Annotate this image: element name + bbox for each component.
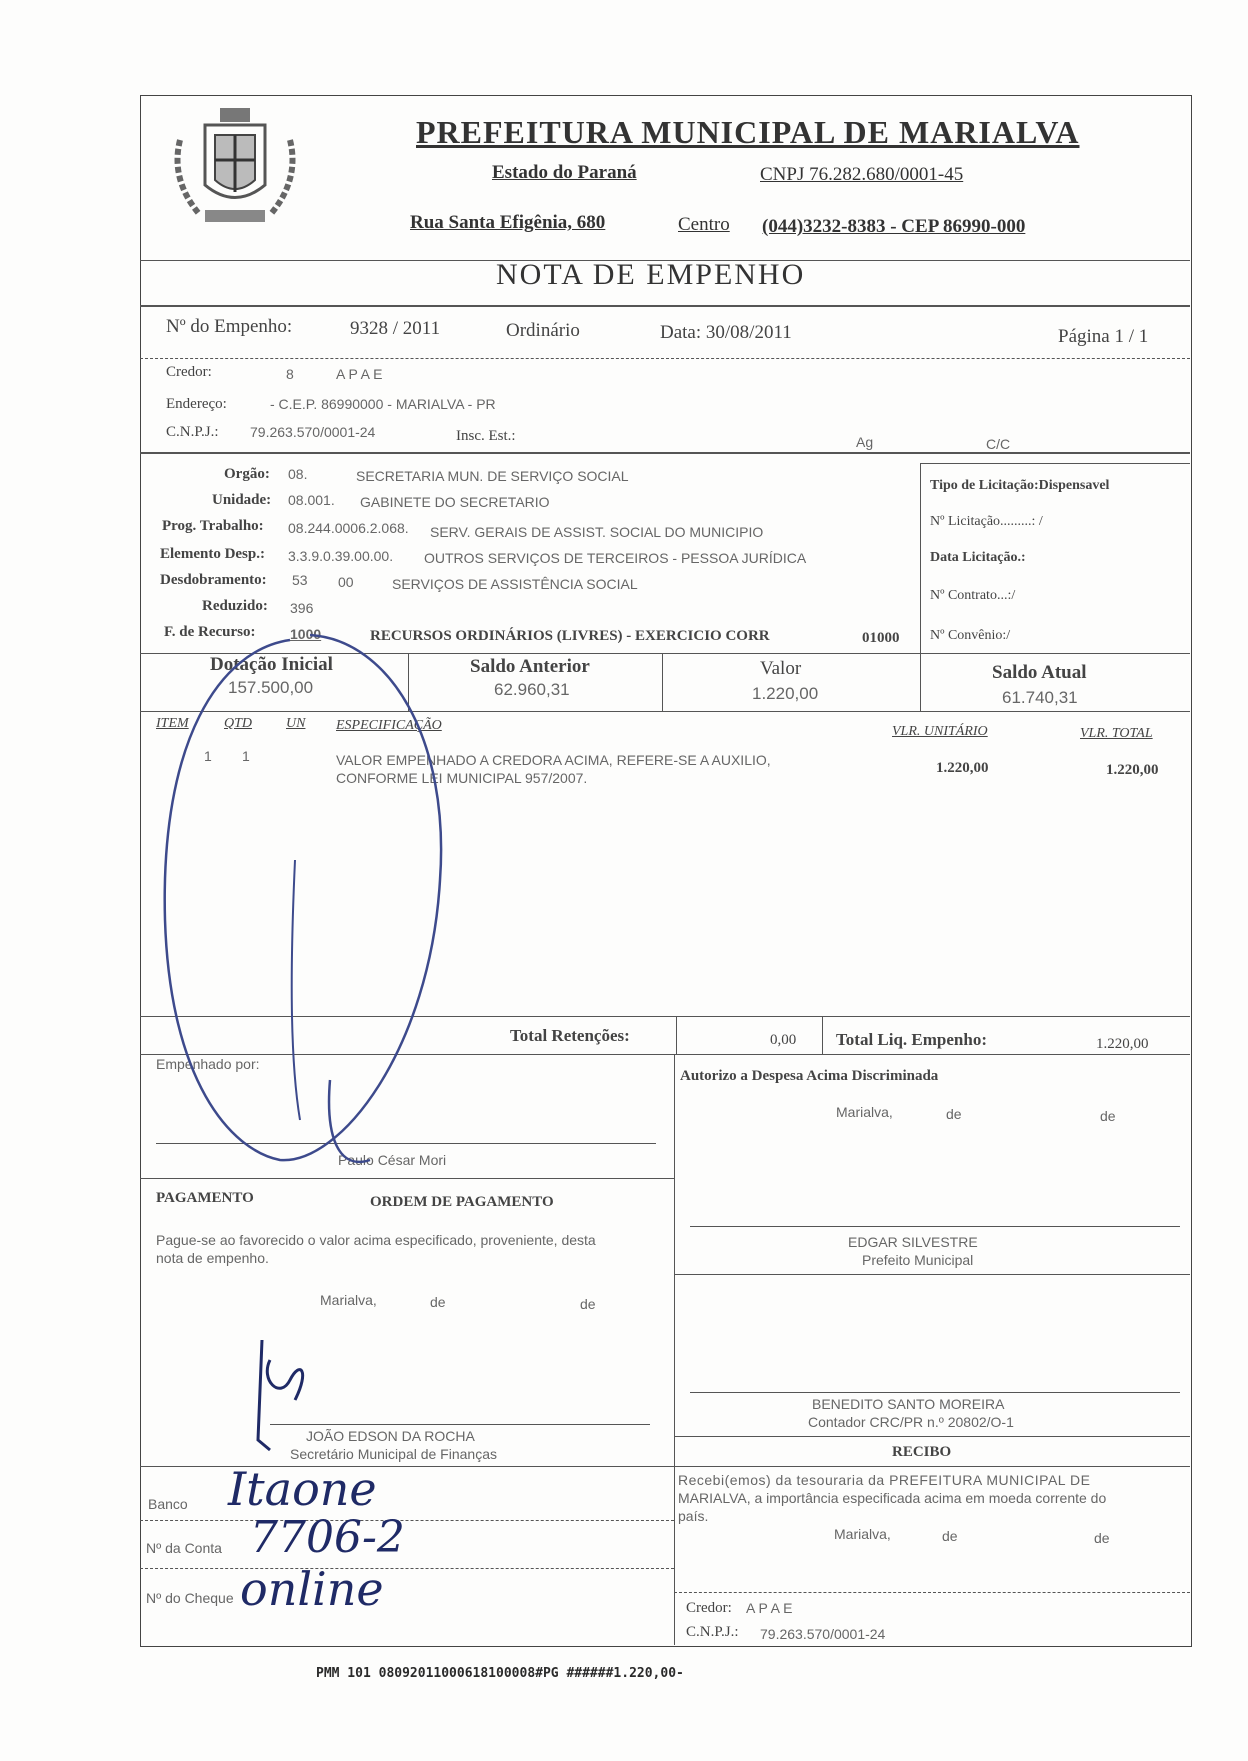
elemento-desc: OUTROS SERVIÇOS DE TERCEIROS - PESSOA JURÍDICA — [424, 550, 807, 566]
divider — [674, 1592, 1190, 1593]
total-liq-empenho-value: 1.220,00 — [1096, 1036, 1149, 1052]
insc-est-label: Insc. Est.: — [456, 428, 516, 444]
valor-value: 1.220,00 — [752, 684, 819, 703]
coat-of-arms-icon — [160, 100, 310, 240]
empenho-data: Data: 30/08/2011 — [660, 322, 792, 343]
conta-handwritten: 7706-2 — [250, 1512, 405, 1563]
item-number: 1 — [204, 748, 212, 764]
divider — [674, 1274, 1190, 1275]
recibo-cnpj: 79.263.570/0001-24 — [760, 1626, 886, 1642]
divider — [662, 653, 663, 711]
barcode-text: PMM 101 08092011000618100008#PG ######1.220,00- — [316, 1666, 684, 1681]
agencia-label: Ag — [856, 434, 874, 450]
recibo-cnpj-label: C.N.P.J.: — [686, 1624, 739, 1640]
pagamento-de1: de — [430, 1294, 446, 1310]
signature-line — [270, 1424, 650, 1425]
total-retencoes-label: Total Retenções: — [510, 1026, 630, 1045]
prefeito-role: Prefeito Municipal — [862, 1252, 974, 1268]
empenho-tipo: Ordinário — [506, 320, 580, 341]
signature-line — [690, 1392, 1180, 1393]
header-estado: Estado do Paraná — [492, 162, 637, 183]
divider — [674, 1054, 675, 1645]
total-retencoes-value: 0,00 — [770, 1032, 797, 1048]
header-fone-cep: (044)3232-8383 - CEP 86990-000 — [762, 216, 1026, 237]
credor-cnpj: 79.263.570/0001-24 — [250, 424, 376, 440]
credor-code: 8 — [286, 366, 294, 382]
empenho-number-label: Nº do Empenho: — [166, 316, 293, 337]
item-qtd: 1 — [242, 748, 250, 764]
recibo-de1: de — [942, 1528, 958, 1544]
fonte-recurso-label: F. de Recurso: — [164, 624, 256, 640]
divider — [140, 1520, 674, 1521]
banco-handwritten: Itaone — [228, 1462, 377, 1516]
secretario-name: JOÃO EDSON DA ROCHA — [306, 1428, 475, 1444]
endereco-value: - C.E.P. 86990000 - MARIALVA - PR — [270, 396, 496, 412]
recibo-text-line2: MARIALVA, a importância especificada acima em moeda corrente do — [678, 1490, 1107, 1506]
cheque-label: Nº do Cheque — [146, 1590, 234, 1606]
handwritten-signature-stroke — [140, 620, 500, 1180]
divider — [822, 1016, 823, 1054]
autorizo-label: Autorizo a Despesa Acima Discriminada — [680, 1068, 939, 1084]
prog-trabalho-desc: SERV. GERAIS DE ASSIST. SOCIAL DO MUNICIPIO — [430, 524, 764, 540]
col-header-qtd: QTD — [224, 716, 253, 731]
elemento-value: 3.3.9.0.39.00.00. — [288, 548, 394, 564]
contador-role: Contador CRC/PR n.º 20802/O-1 — [808, 1414, 1014, 1430]
reduzido-label: Reduzido: — [202, 598, 268, 614]
pagamento-text-line1: Pague-se ao favorecido o valor acima especificado, proveniente, desta — [156, 1232, 596, 1248]
divider — [140, 452, 1190, 454]
saldo-anterior-label: Saldo Anterior — [470, 656, 590, 677]
recibo-credor-label: Credor: — [686, 1600, 732, 1616]
prog-trabalho-value: 08.244.0006.2.068. — [288, 520, 409, 536]
orgao-value: 08. — [288, 466, 308, 482]
col-header-un: UN — [286, 716, 306, 731]
fonte-recurso-code: 01000 — [862, 630, 900, 646]
total-liq-empenho-label: Total Liq. Empenho: — [836, 1030, 987, 1049]
col-header-item: ITEM — [156, 716, 189, 731]
saldo-atual-value: 61.740,31 — [1002, 688, 1078, 707]
banco-label: Banco — [148, 1496, 188, 1512]
conta-corrente-label: C/C — [986, 436, 1011, 452]
recibo-text-line1: Recebi(emos) da tesouraria da PREFEITURA MUNICIPAL DE — [678, 1472, 1091, 1488]
elemento-label: Elemento Desp.: — [160, 546, 265, 562]
empenhado-por-label: Empenhado por: — [156, 1056, 260, 1072]
credor-label: Credor: — [166, 364, 212, 380]
secretario-role: Secretário Municipal de Finanças — [290, 1446, 497, 1462]
divider — [920, 463, 921, 655]
divider — [140, 1568, 674, 1569]
pagamento-text-line2: nota de empenho. — [156, 1250, 269, 1266]
pagamento-label: PAGAMENTO — [156, 1190, 254, 1206]
pagamento-local: Marialva, — [320, 1292, 377, 1308]
fonte-recurso-desc: RECURSOS ORDINÁRIOS (LIVRES) - EXERCICIO CORR — [370, 628, 770, 644]
document-title: NOTA DE EMPENHO — [496, 258, 806, 291]
divider — [674, 1436, 1190, 1437]
item-vlr-total: 1.220,00 — [1106, 762, 1159, 778]
divider — [676, 1016, 677, 1054]
data-licitacao: Data Licitação.: — [930, 550, 1026, 565]
orgao-desc: SECRETARIA MUN. DE SERVIÇO SOCIAL — [356, 468, 629, 484]
recibo-text-line3: país. — [678, 1508, 709, 1524]
dotacao-inicial-label: Dotação Inicial — [210, 654, 333, 675]
dotacao-inicial-value: 157.500,00 — [228, 678, 314, 697]
endereco-label: Endereço: — [166, 396, 227, 412]
prefeito-name: EDGAR SILVESTRE — [848, 1234, 978, 1250]
unidade-value: 08.001. — [288, 492, 335, 508]
credor-name: A P A E — [336, 366, 383, 382]
reduzido-value: 396 — [290, 600, 314, 616]
empenho-pagina: Página 1 / 1 — [1058, 326, 1149, 347]
recibo-de2: de — [1094, 1530, 1110, 1546]
autorizo-local: Marialva, — [836, 1104, 893, 1120]
divider — [140, 1466, 674, 1467]
desdobramento-value: 53 — [292, 572, 308, 588]
col-header-especificacao: ESPECIFICAÇÃO — [336, 718, 442, 733]
empenho-number: 9328 / 2011 — [350, 318, 441, 339]
divider — [674, 1466, 1190, 1467]
unidade-label: Unidade: — [212, 492, 272, 508]
saldo-anterior-value: 62.960,31 — [494, 680, 570, 699]
tipo-licitacao: Tipo de Licitação:Dispensavel — [930, 478, 1110, 493]
desdobramento-sub: 00 — [338, 574, 354, 590]
contador-name: BENEDITO SANTO MOREIRA — [812, 1396, 1005, 1412]
numero-convenio: Nº Convênio:/ — [930, 628, 1011, 643]
item-desc-line2: CONFORME LEI MUNICIPAL 957/2007. — [336, 770, 588, 786]
secretario-signature-stroke — [240, 1330, 320, 1460]
fonte-recurso-value: 1000 — [290, 626, 322, 642]
divider — [140, 305, 1190, 307]
unidade-desc: GABINETE DO SECRETARIO — [360, 494, 550, 510]
valor-label: Valor — [760, 658, 802, 679]
col-header-vlr-total: VLR. TOTAL — [1080, 726, 1153, 741]
autorizo-de2: de — [1100, 1108, 1116, 1124]
header-centro: Centro — [678, 214, 730, 235]
divider — [920, 653, 921, 711]
recibo-label: RECIBO — [892, 1444, 952, 1460]
signature-line — [690, 1226, 1180, 1227]
saldo-atual-label: Saldo Atual — [992, 662, 1087, 683]
divider — [920, 463, 1190, 464]
item-vlr-unitario: 1.220,00 — [936, 760, 989, 776]
item-desc-line1: VALOR EMPENHADO A CREDORA ACIMA, REFERE-SE A AUXILIO, — [336, 752, 771, 768]
recibo-credor: A P A E — [746, 1600, 793, 1616]
conta-label: Nº da Conta — [146, 1540, 222, 1556]
desdobramento-label: Desdobramento: — [160, 572, 267, 588]
orgao-label: Orgão: — [224, 466, 270, 482]
header-rua: Rua Santa Efigênia, 680 — [410, 212, 606, 233]
cheque-handwritten: online — [240, 1562, 384, 1616]
pagamento-de2: de — [580, 1296, 596, 1312]
numero-contrato: Nº Contrato...:/ — [930, 588, 1016, 603]
col-header-vlr-unitario: VLR. UNITÁRIO — [892, 724, 988, 739]
numero-licitacao: Nº Licitação.........: / — [930, 514, 1043, 529]
ordem-pagamento-label: ORDEM DE PAGAMENTO — [370, 1194, 554, 1210]
prog-trabalho-label: Prog. Trabalho: — [162, 518, 264, 534]
recibo-local: Marialva, — [834, 1526, 891, 1542]
empenhado-por-name: Paulo César Mori — [338, 1152, 447, 1168]
credor-cnpj-label: C.N.P.J.: — [166, 424, 219, 440]
autorizo-de1: de — [946, 1106, 962, 1122]
header-title: PREFEITURA MUNICIPAL DE MARIALVA — [416, 114, 1080, 150]
divider — [140, 358, 1190, 359]
desdobramento-desc: SERVIÇOS DE ASSISTÊNCIA SOCIAL — [392, 576, 638, 592]
header-cnpj: CNPJ 76.282.680/0001-45 — [760, 164, 964, 185]
